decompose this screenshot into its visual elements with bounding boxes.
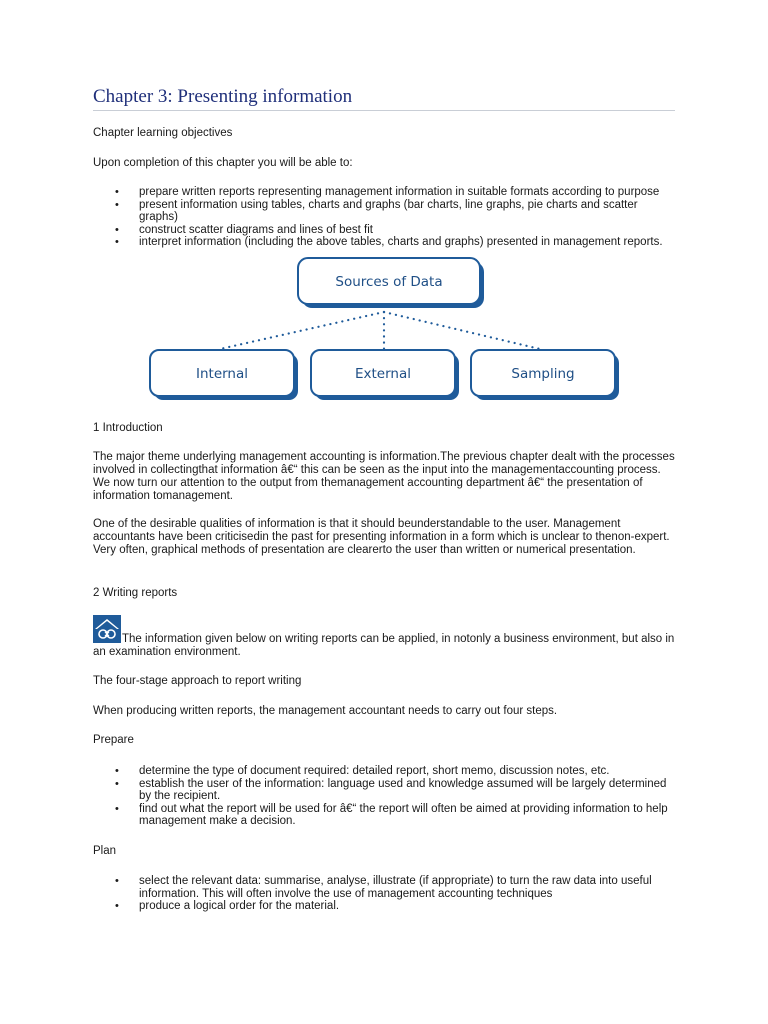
diagram-child-label: External xyxy=(354,366,412,382)
plan-list xyxy=(93,875,675,913)
list-item: • prepare written reports representing management information in suitable formats according to purpose xyxy=(115,186,660,198)
diagram-child-external xyxy=(311,350,459,400)
list-item: • find out what the report will be used for â€“ the report will often be aimed at providing information to help management make a decision. xyxy=(115,802,668,827)
section1-paragraph-1: The major theme underlying management accounting is information.The previous chapter dealt with the processes involved in collectingthat information â€“ this can be seen as the input into the managementaccounting process. We now turn our attention to the output from themanagement accounting department â€“ the presentation of information tomanagement. xyxy=(93,451,675,502)
plan-heading: Plan xyxy=(93,845,117,857)
bullet-icon: • xyxy=(115,186,119,198)
bullet-icon: • xyxy=(115,223,119,236)
diagram-child-label: Sampling xyxy=(511,366,575,382)
steps-intro: When producing written reports, the management accountant needs to carry out four steps. xyxy=(93,705,558,717)
bullet-icon: • xyxy=(115,875,119,887)
diagram-connectors xyxy=(220,312,540,349)
title-underline xyxy=(93,110,675,111)
diagram-child-label: Internal xyxy=(195,366,249,382)
prepare-list xyxy=(93,765,675,828)
section1-paragraph-2: One of the desirable qualities of information is that it should beunderstandable to the user. Management accountants have been criticisedin the past for presenting information in a form which is unclear to thenon-expert. Very often, graphical methods of presentation are clearerto the user than written or numerical presentation. xyxy=(93,518,670,556)
diagram-root-box xyxy=(298,258,484,308)
sources-of-data-diagram xyxy=(148,256,622,404)
bullet-icon: • xyxy=(115,765,119,777)
bullet-icon: • xyxy=(115,198,119,211)
intro-line: Upon completion of this chapter you will be able to: xyxy=(93,157,353,169)
bullet-icon: • xyxy=(115,900,119,912)
bullet-icon: • xyxy=(115,802,119,815)
list-item: • interpret information (including the above tables, charts and graphs) presented in management reports. xyxy=(115,236,663,248)
prepare-heading: Prepare xyxy=(93,734,134,746)
list-item: • produce a logical order for the material. xyxy=(115,900,340,912)
bullet-icon: • xyxy=(115,236,119,248)
list-item: • construct scatter diagrams and lines of best fit xyxy=(115,223,373,236)
bullet-icon: • xyxy=(115,777,119,790)
list-item: • establish the user of the information: language used and knowledge assumed will be largely determined by the recipient. xyxy=(115,777,667,802)
report-approach-subheading: The four-stage approach to report writing xyxy=(93,675,302,687)
section1-heading: 1 Introduction xyxy=(93,422,163,434)
objectives-list xyxy=(93,186,675,249)
diagram-child-internal xyxy=(150,350,298,400)
diagram-child-sampling xyxy=(471,350,619,400)
page-title: Chapter 3: Presenting information xyxy=(93,86,353,107)
list-item: • select the relevant data: summarise, analyse, illustrate (if appropriate) to turn the raw data into useful information. This will often involve the use of management accounting techniques xyxy=(115,875,652,900)
list-item: • determine the type of document required: detailed report, short memo, discussion notes, etc. xyxy=(115,765,610,777)
list-item: • present information using tables, charts and graphs (bar charts, line graphs, pie charts and scatter graphs) xyxy=(115,198,638,223)
exam-note: The information given below on writing reports can be applied, in notonly a business environment, but also in an examination environment. xyxy=(93,633,675,658)
diagram-root-label: Sources of Data xyxy=(335,274,443,290)
objectives-heading: Chapter learning objectives xyxy=(93,127,233,139)
section2-heading: 2 Writing reports xyxy=(93,587,178,599)
